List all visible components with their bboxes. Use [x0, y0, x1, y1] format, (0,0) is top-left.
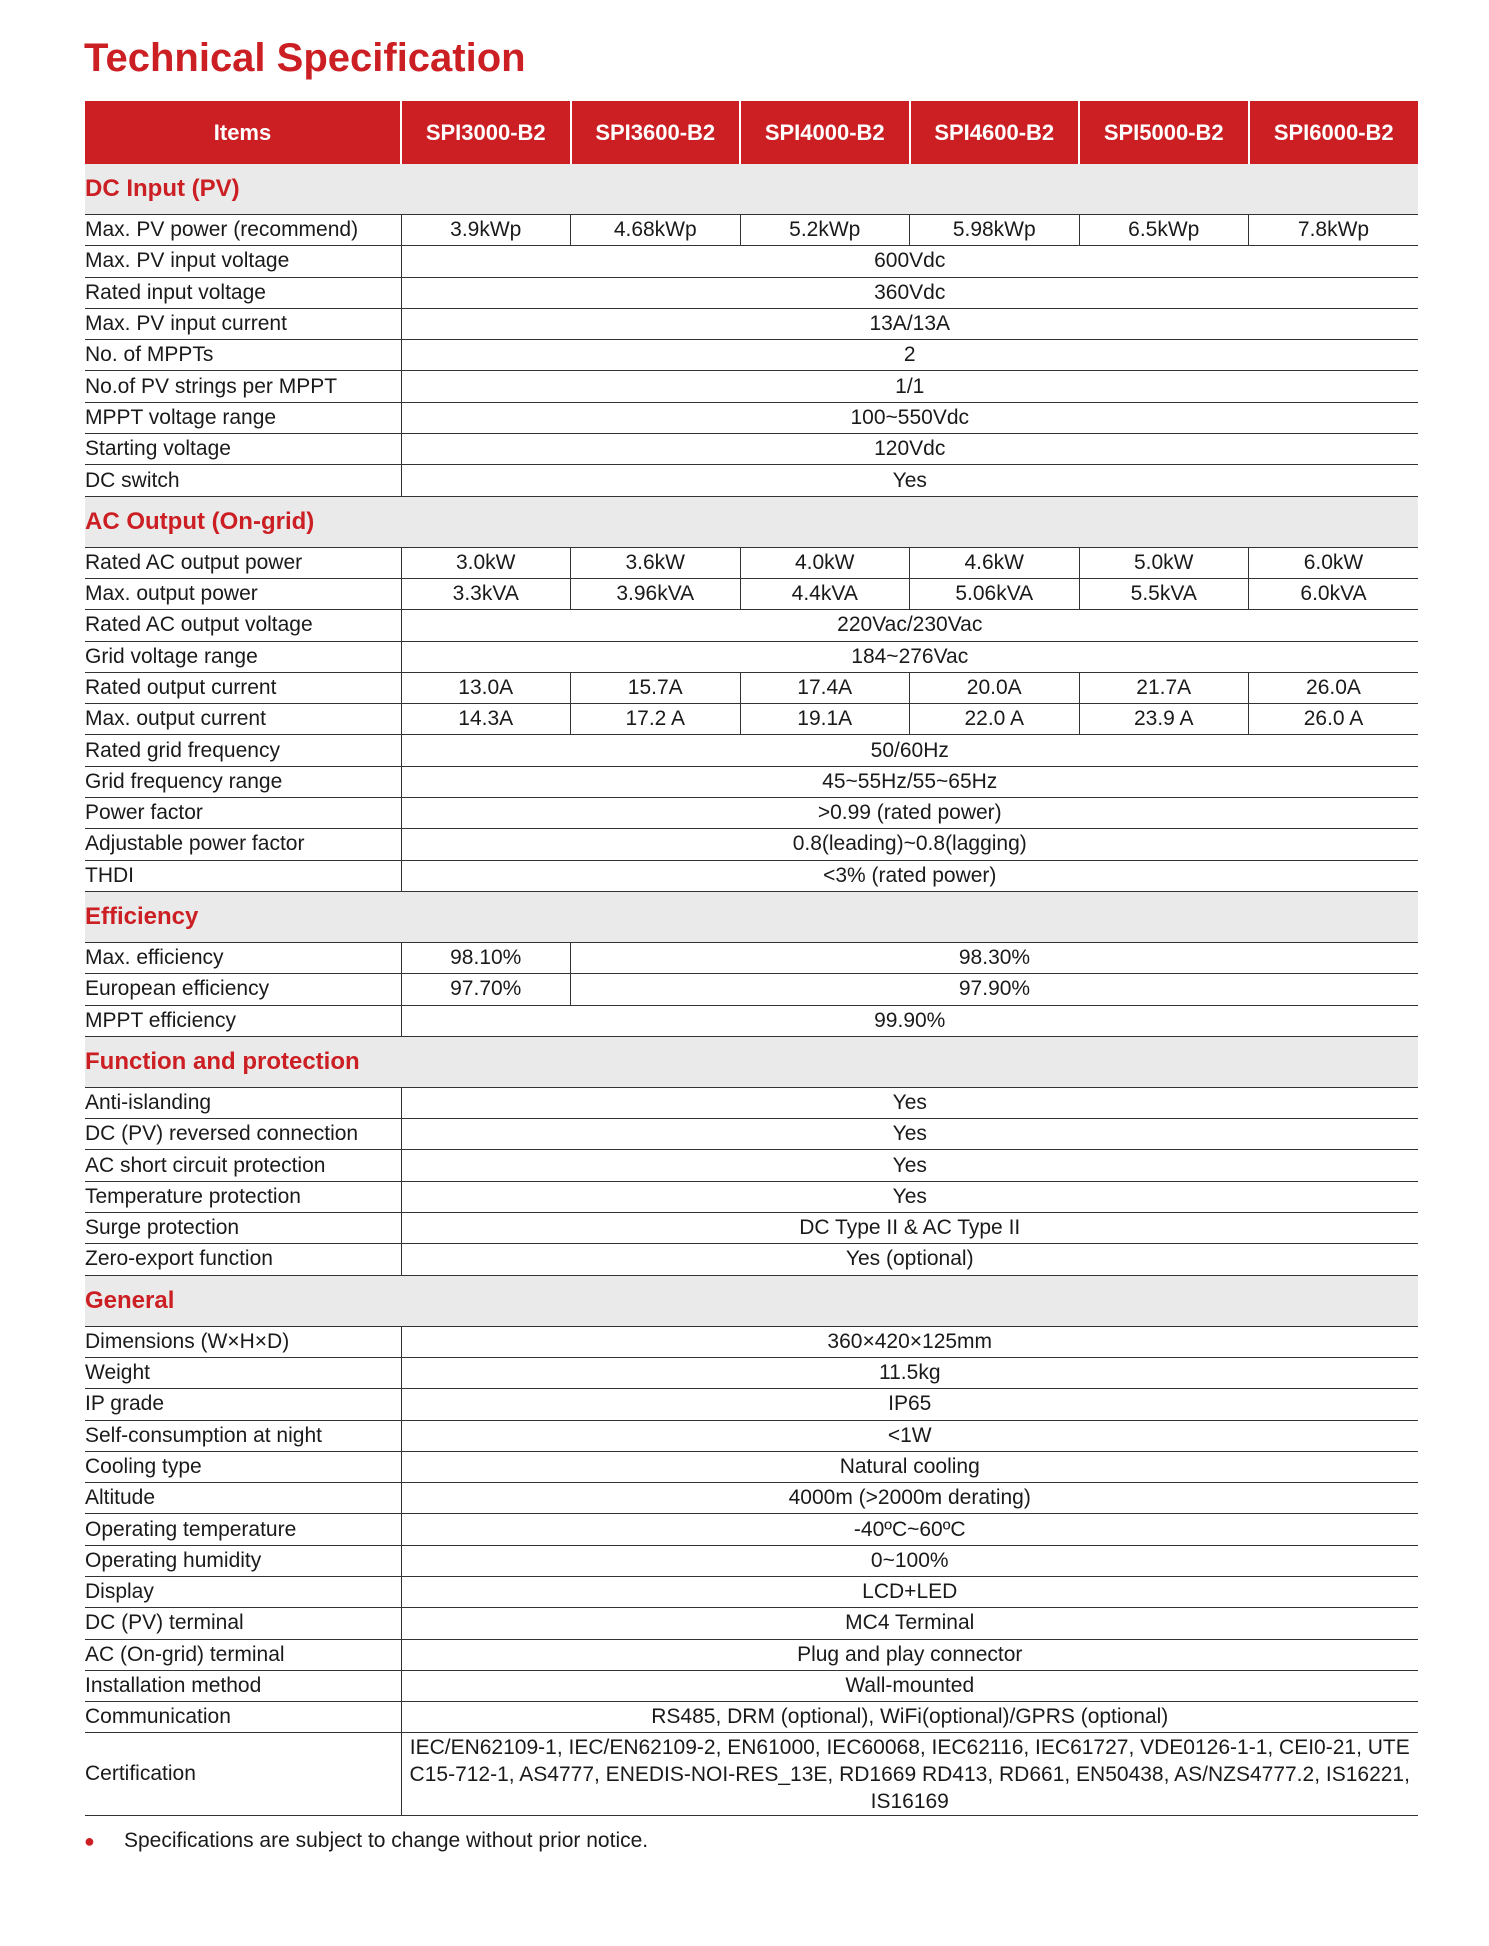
row-label: MPPT efficiency: [85, 1005, 401, 1036]
row-label: Max. output power: [85, 578, 401, 609]
table-row: [85, 246, 1418, 277]
row-label: Rated grid frequency: [85, 735, 401, 766]
cell-value: Yes: [401, 465, 1418, 496]
cell-value: 6.0kW: [1249, 547, 1419, 578]
cell-value: 3.96kVA: [571, 578, 741, 609]
cell-value: 120Vdc: [401, 434, 1418, 465]
cell-value: 360×420×125mm: [401, 1326, 1418, 1357]
table-row: [85, 1733, 1418, 1816]
table-row: [85, 1670, 1418, 1701]
row-label: Grid voltage range: [85, 641, 401, 672]
cell-value: IP65: [401, 1389, 1418, 1420]
cell-value: 98.30%: [571, 942, 1419, 973]
cell-value: 4000m (>2000m derating): [401, 1483, 1418, 1514]
cell-value: Yes (optional): [401, 1244, 1418, 1275]
header-cell: SPI5000-B2: [1079, 101, 1249, 164]
table-row: [85, 704, 1418, 735]
row-label: Communication: [85, 1702, 401, 1733]
cell-value: 3.9kWp: [401, 215, 571, 246]
row-label: IP grade: [85, 1389, 401, 1420]
row-label: DC (PV) reversed connection: [85, 1119, 401, 1150]
header-cell: SPI4600-B2: [910, 101, 1080, 164]
row-label: Adjustable power factor: [85, 829, 401, 860]
cell-value: Yes: [401, 1119, 1418, 1150]
cell-value: 4.0kW: [740, 547, 910, 578]
table-row: [85, 1389, 1418, 1420]
table-row: [85, 672, 1418, 703]
row-label: Zero-export function: [85, 1244, 401, 1275]
cell-value: 6.0kVA: [1249, 578, 1419, 609]
table-row: [85, 1150, 1418, 1181]
section-header-row: [85, 1275, 1418, 1326]
row-label: Rated output current: [85, 672, 401, 703]
table-row: [85, 942, 1418, 973]
cell-value: Natural cooling: [401, 1451, 1418, 1482]
cell-value: 4.68kWp: [571, 215, 741, 246]
cell-value: 5.2kWp: [740, 215, 910, 246]
cell-value: 6.5kWp: [1079, 215, 1249, 246]
table-row: [85, 1087, 1418, 1118]
spec-table: [85, 101, 1418, 1816]
section-title: General: [85, 1275, 1418, 1326]
cell-value: 22.0 A: [910, 704, 1080, 735]
table-row: [85, 829, 1418, 860]
cell-value: 0.8(leading)~0.8(lagging): [401, 829, 1418, 860]
row-label: Weight: [85, 1357, 401, 1388]
table-row: [85, 1608, 1418, 1639]
cell-value: 50/60Hz: [401, 735, 1418, 766]
row-label: Max. PV input current: [85, 308, 401, 339]
page-title: Technical Specification: [84, 36, 526, 80]
table-row: [85, 340, 1418, 371]
table-row: [85, 1545, 1418, 1576]
row-label: Max. PV input voltage: [85, 246, 401, 277]
table-row: [85, 402, 1418, 433]
row-label: DC switch: [85, 465, 401, 496]
header-cell: SPI4000-B2: [740, 101, 910, 164]
spec-table-body: [85, 164, 1418, 1816]
table-row: [85, 1357, 1418, 1388]
section-header-row: [85, 164, 1418, 215]
row-label: AC short circuit protection: [85, 1150, 401, 1181]
cell-value: 26.0 A: [1249, 704, 1419, 735]
table-row: [85, 1213, 1418, 1244]
section-title: Efficiency: [85, 891, 1418, 942]
table-row: [85, 1451, 1418, 1482]
cell-value: 5.98kWp: [910, 215, 1080, 246]
footnote: [84, 1829, 648, 1853]
table-row: [85, 1326, 1418, 1357]
row-label: Max. PV power (recommend): [85, 215, 401, 246]
table-row: [85, 1005, 1418, 1036]
row-label: No.of PV strings per MPPT: [85, 371, 401, 402]
table-row: [85, 1244, 1418, 1275]
cell-value: 20.0A: [910, 672, 1080, 703]
row-label: Display: [85, 1576, 401, 1607]
row-label: Operating temperature: [85, 1514, 401, 1545]
row-label: THDI: [85, 860, 401, 891]
table-row: [85, 860, 1418, 891]
cell-value: 13.0A: [401, 672, 571, 703]
table-header-row: [85, 101, 1418, 164]
table-row: [85, 1420, 1418, 1451]
row-label: European efficiency: [85, 974, 401, 1005]
row-label: Surge protection: [85, 1213, 401, 1244]
cell-value: RS485, DRM (optional), WiFi(optional)/GPRS (optional): [401, 1702, 1418, 1733]
row-label: MPPT voltage range: [85, 402, 401, 433]
cell-value: <1W: [401, 1420, 1418, 1451]
footnote-text: Specifications are subject to change without prior notice.: [124, 1829, 649, 1852]
cell-value: LCD+LED: [401, 1576, 1418, 1607]
table-row: [85, 1119, 1418, 1150]
cell-value: Yes: [401, 1181, 1418, 1212]
cell-value: <3% (rated power): [401, 860, 1418, 891]
table-row: [85, 766, 1418, 797]
table-row: [85, 215, 1418, 246]
section-title: AC Output (On-grid): [85, 496, 1418, 547]
cell-value: 19.1A: [740, 704, 910, 735]
section-header-row: [85, 1036, 1418, 1087]
row-label: Starting voltage: [85, 434, 401, 465]
row-label: AC (On-grid) terminal: [85, 1639, 401, 1670]
row-label: Max. output current: [85, 704, 401, 735]
table-row: [85, 610, 1418, 641]
cell-value: 15.7A: [571, 672, 741, 703]
table-row: [85, 434, 1418, 465]
cell-value: 13A/13A: [401, 308, 1418, 339]
cell-value: 99.90%: [401, 1005, 1418, 1036]
row-label: Installation method: [85, 1670, 401, 1701]
row-label: Self-consumption at night: [85, 1420, 401, 1451]
row-label: Max. efficiency: [85, 942, 401, 973]
cell-value: 0~100%: [401, 1545, 1418, 1576]
cell-value: 97.70%: [401, 974, 571, 1005]
cell-value: 5.0kW: [1079, 547, 1249, 578]
row-label: Certification: [85, 1733, 401, 1816]
cell-value: >0.99 (rated power): [401, 798, 1418, 829]
cell-value: 600Vdc: [401, 246, 1418, 277]
table-row: [85, 1576, 1418, 1607]
cell-value: 23.9 A: [1079, 704, 1249, 735]
cell-value: 4.6kW: [910, 547, 1080, 578]
section-title: Function and protection: [85, 1036, 1418, 1087]
table-row: [85, 974, 1418, 1005]
cell-value: 3.6kW: [571, 547, 741, 578]
row-label: Rated AC output voltage: [85, 610, 401, 641]
row-label: Altitude: [85, 1483, 401, 1514]
table-row: [85, 277, 1418, 308]
cell-value: 17.4A: [740, 672, 910, 703]
cell-value: 11.5kg: [401, 1357, 1418, 1388]
section-title: DC Input (PV): [85, 164, 1418, 215]
table-row: [85, 547, 1418, 578]
cell-value: 7.8kWp: [1249, 215, 1419, 246]
cell-value: Plug and play connector: [401, 1639, 1418, 1670]
row-label: Dimensions (W×H×D): [85, 1326, 401, 1357]
cell-value: 26.0A: [1249, 672, 1419, 703]
row-label: Power factor: [85, 798, 401, 829]
table-row: [85, 1639, 1418, 1670]
cell-value: 14.3A: [401, 704, 571, 735]
table-row: [85, 308, 1418, 339]
section-header-row: [85, 496, 1418, 547]
row-label: Temperature protection: [85, 1181, 401, 1212]
cell-value: 98.10%: [401, 942, 571, 973]
cell-value: Yes: [401, 1150, 1418, 1181]
row-label: Rated input voltage: [85, 277, 401, 308]
cell-value: 17.2 A: [571, 704, 741, 735]
header-cell: SPI6000-B2: [1249, 101, 1419, 164]
cell-value: 2: [401, 340, 1418, 371]
cell-value: 184~276Vac: [401, 641, 1418, 672]
cell-value: Wall-mounted: [401, 1670, 1418, 1701]
cell-value: 100~550Vdc: [401, 402, 1418, 433]
cell-value: -40ºC~60ºC: [401, 1514, 1418, 1545]
cell-value: MC4 Terminal: [401, 1608, 1418, 1639]
cell-value: 5.5kVA: [1079, 578, 1249, 609]
cell-value: 220Vac/230Vac: [401, 610, 1418, 641]
table-row: [85, 1702, 1418, 1733]
table-row: [85, 735, 1418, 766]
cell-value: 360Vdc: [401, 277, 1418, 308]
table-row: [85, 1514, 1418, 1545]
cell-value: 1/1: [401, 371, 1418, 402]
table-row: [85, 465, 1418, 496]
table-row: [85, 641, 1418, 672]
table-row: [85, 1483, 1418, 1514]
row-label: Operating humidity: [85, 1545, 401, 1576]
table-row: [85, 798, 1418, 829]
row-label: No. of MPPTs: [85, 340, 401, 371]
cell-value: 5.06kVA: [910, 578, 1080, 609]
cell-value: 3.3kVA: [401, 578, 571, 609]
cell-value: IEC/EN62109-1, IEC/EN62109-2, EN61000, IEC60068, IEC62116, IEC61727, VDE0126-1-1, CEI0-21, UTE C15-712-1, AS4777, ENEDIS-NOI-RES_13E, RD1669 RD413, RD661, EN50438, AS/NZS4777.2, IS16221, IS16169: [401, 1733, 1418, 1816]
table-row: [85, 1181, 1418, 1212]
row-label: Grid frequency range: [85, 766, 401, 797]
table-row: [85, 578, 1418, 609]
header-cell: SPI3600-B2: [571, 101, 741, 164]
cell-value: 3.0kW: [401, 547, 571, 578]
row-label: Anti-islanding: [85, 1087, 401, 1118]
cell-value: 45~55Hz/55~65Hz: [401, 766, 1418, 797]
header-cell: Items: [85, 101, 401, 164]
section-header-row: [85, 891, 1418, 942]
bullet-icon: ●: [84, 1831, 95, 1851]
row-label: DC (PV) terminal: [85, 1608, 401, 1639]
cell-value: 21.7A: [1079, 672, 1249, 703]
cell-value: Yes: [401, 1087, 1418, 1118]
header-cell: SPI3000-B2: [401, 101, 571, 164]
cell-value: 4.4kVA: [740, 578, 910, 609]
row-label: Rated AC output power: [85, 547, 401, 578]
row-label: Cooling type: [85, 1451, 401, 1482]
table-row: [85, 371, 1418, 402]
cell-value: 97.90%: [571, 974, 1419, 1005]
cell-value: DC Type II & AC Type II: [401, 1213, 1418, 1244]
